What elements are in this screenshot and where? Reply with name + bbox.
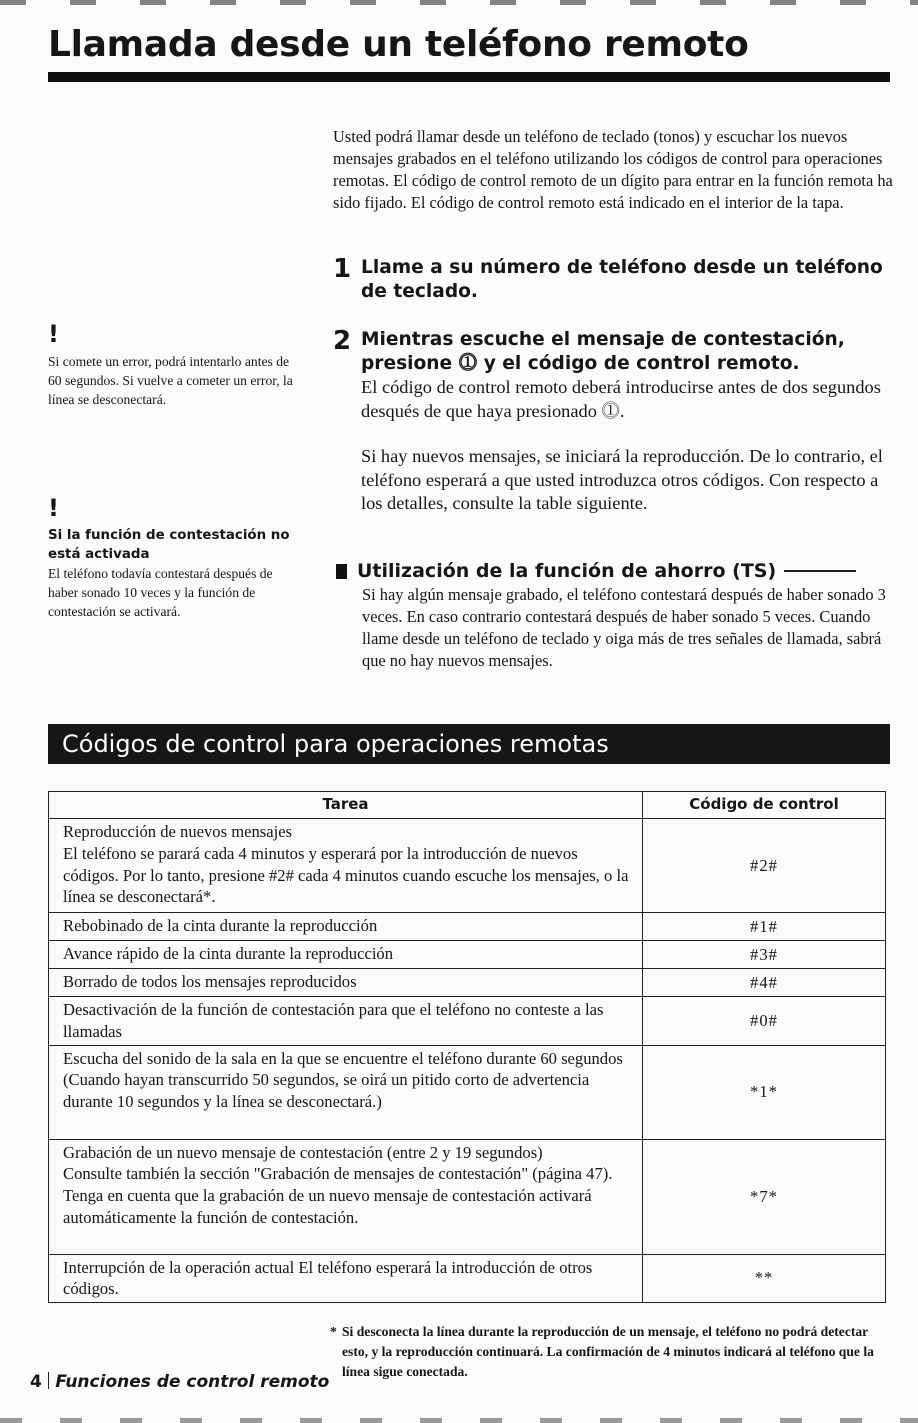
footer-section-title: Funciones de control remoto: [55, 1372, 330, 1392]
table-row: [49, 913, 886, 941]
ts-section-text: Si hay algún mensaje grabado, el teléfono contestará después de haber sonado 3 veces. En caso contrario contestará después de haber sonado 5 veces. Cuando llame desde un teléfono de teclado y oiga más de tres señales de llamada, sabrá que no hay nuevos mensajes.: [362, 585, 886, 670]
task-cell: Rebobinado de la cinta durante la reproducción: [49, 913, 643, 941]
step-2: [333, 328, 893, 516]
ts-heading-text: Utilización de la función de ahorro (TS): [357, 560, 777, 582]
code-cell: #2#: [643, 819, 886, 913]
table-row: [49, 1254, 886, 1303]
task-cell: Reproducción de nuevos mensajes El teléfono se parará cada 4 minutos y esperará por la introducción de nuevos códigos. Por lo tanto, presione #2# cada 4 minutos cuando escuche los mensajes, o la línea se desconectará*.: [49, 819, 643, 913]
step-text: El código de control remoto deberá introducirse antes de dos segundos desqués de que haya presionado ⓵.: [361, 377, 881, 421]
margin-note-answer: [48, 496, 298, 621]
code-cell: #1#: [643, 913, 886, 941]
table-row: [49, 1139, 886, 1254]
footnote: [330, 1322, 890, 1382]
top-edge-marks: [0, 0, 918, 5]
codes-banner: Códigos de control para operaciones remotas: [48, 724, 890, 764]
page-number: 4: [30, 1372, 42, 1392]
step-heading: Mientras escuche el mensaje de contestación, presione ⓵ y el código de control remoto.: [361, 329, 845, 374]
page-title: Llamada desde un teléfono remoto: [48, 24, 749, 65]
exclamation-icon: !: [48, 320, 59, 348]
code-cell: #0#: [643, 997, 886, 1046]
footnote-mark: *: [330, 1324, 337, 1339]
column-header-code: Código de control: [643, 792, 886, 819]
step-number: 1: [333, 254, 352, 284]
task-cell: Grabación de un nuevo mensaje de contestación (entre 2 y 19 segundos) Consulte también la sección "Grabación de mensajes de contestación" (página 47). Tenga en cuenta que la grabación de un nuevo mensaje de contestación activará automáticamente la función de contestación.: [49, 1139, 643, 1254]
table-row: [49, 819, 886, 913]
step-1: [333, 256, 893, 304]
task-cell: Interrupción de la operación actual El teléfono esperará la introducción de otros códigos.: [49, 1254, 643, 1303]
code-cell: #3#: [643, 941, 886, 969]
footnote-text: Si desconecta la línea durante la reproducción de un mensaje, el teléfono no podrá detectar esto, y la reproducción continuará. La confirmación de 4 minutos indicará al teléfono que la línea sigue conectada.: [342, 1324, 874, 1379]
step-text-2: Si hay nuevos mensajes, se iniciará la reproducción. De lo contrario, el teléfono esperará a que usted introduzca otros códigos. Con respecto a los detalles, consulte la table siguiente.: [361, 446, 883, 513]
margin-note-error: [48, 322, 298, 409]
step-number: 2: [333, 326, 352, 356]
table-row: [49, 941, 886, 969]
task-cell: Borrado de todos los mensajes reproducidos: [49, 969, 643, 997]
code-cell: **: [643, 1254, 886, 1303]
table-row: [49, 1045, 886, 1139]
table-header-row: [49, 792, 886, 819]
note-heading: Si la función de contestación no está activada: [48, 528, 290, 562]
ts-section: [336, 560, 892, 672]
table-row: [49, 969, 886, 997]
task-cell: Avance rápido de la cinta durante la reproducción: [49, 941, 643, 969]
column-header-task: Tarea: [49, 792, 643, 819]
page-footer: [30, 1372, 329, 1392]
ts-section-heading: [336, 560, 892, 582]
code-cell: #4#: [643, 969, 886, 997]
note-text: Si comete un error, podrá intentarlo antes de 60 segundos. Si vuelve a cometer un error, la línea se desconectará.: [48, 354, 293, 407]
heading-rule: [784, 570, 856, 572]
table-row: [49, 997, 886, 1046]
title-rule: [48, 72, 890, 82]
square-bullet-icon: [336, 564, 347, 579]
note-text: El teléfono todavía contestará después de haber sonado 10 veces y la función de contestación se activará.: [48, 566, 273, 619]
intro-paragraph: Usted podrá llamar desde un teléfono de teclado (tonos) y escuchar los nuevos mensajes grabados en el teléfono utilizando los códigos de control para operaciones remotas. El código de control remoto de un dígito para entrar en la función remota ha sido fijado. El código de control remoto está indicado en el interior de la tapa.: [333, 127, 893, 212]
code-cell: *7*: [643, 1139, 886, 1254]
exclamation-icon: !: [48, 494, 59, 522]
step-heading: Llame a su número de teléfono desde un teléfono de teclado.: [361, 257, 883, 302]
task-cell: Escucha del sonido de la sala en la que se encuentre el teléfono durante 60 segundos (Cuando hayan transcurrido 50 segundos, se oirá un pitido corto de advertencia durante 10 segundos y la línea se desconectará.): [49, 1045, 643, 1139]
bottom-edge-marks: [0, 1418, 918, 1423]
footer-divider: [48, 1372, 50, 1389]
code-cell: *1*: [643, 1045, 886, 1139]
codes-table: [48, 791, 886, 1303]
task-cell: Desactivación de la función de contestación para que el teléfono no conteste a las llamadas: [49, 997, 643, 1046]
